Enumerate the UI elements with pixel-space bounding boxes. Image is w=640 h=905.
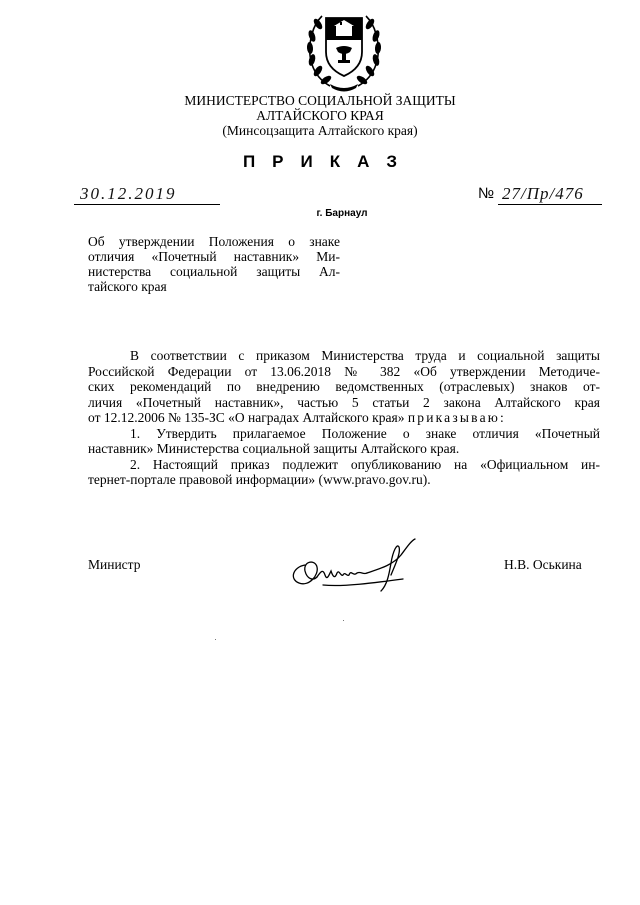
item-line: тернет-портале правовой информации» (www.pravo.gov.ru). [88, 472, 431, 487]
subject-line: отличия «Почетный наставник» Ми- [88, 249, 340, 264]
scan-speck [343, 620, 344, 621]
body-line: В соответствии с приказом Министерства труда и социальной защиты [130, 348, 600, 363]
ministry-name-line2: АЛТАЙСКОГО КРАЯ [256, 108, 384, 123]
signer-position: Министр [88, 557, 141, 572]
scan-speck [215, 639, 216, 640]
document-city: г. Барнаул [316, 208, 368, 219]
orders-word: приказываю: [407, 410, 507, 425]
signature-icon [283, 535, 433, 597]
ministry-short-name: (Минсоцзащита Алтайского края) [222, 123, 418, 138]
number-underline [498, 204, 602, 205]
document-subject [88, 234, 340, 294]
ministry-header [0, 93, 640, 138]
document-date: 30.12.2019 [80, 184, 177, 203]
ministry-name-line1: МИНИСТЕРСТВО СОЦИАЛЬНОЙ ЗАЩИТЫ [184, 93, 456, 108]
subject-line: нистерства социальной защиты Ал- [88, 264, 340, 279]
document-title: ПРИКАЗ [242, 152, 415, 171]
document-number: 27/Пр/476 [502, 184, 584, 203]
subject-line: тайского края [88, 279, 167, 294]
signer-name: Н.В. Оськина [504, 557, 582, 572]
body-line: личия «Почетный наставник», частью 5 статьи 2 закона Алтайского края [88, 394, 600, 410]
item-line: наставник» Министерства социальной защиты Алтайского края. [88, 441, 460, 456]
number-label: № [478, 185, 495, 202]
preamble-last-text: от 12.12.2006 № 135-ЗС «О наградах Алтайского края» [88, 410, 405, 425]
item-line: 2. Настоящий приказ подлежит опубликованию на «Официальном ин- [130, 456, 600, 472]
date-underline [74, 204, 220, 205]
coat-of-arms-icon [300, 6, 388, 92]
body-line: ских рекомендаций по внедрению ведомственных (отраслевых) знаков от- [88, 379, 600, 394]
body-line [88, 410, 600, 426]
body-line: Российской Федерации от 13.06.2018 № 382 «Об утверждении Методиче- [88, 363, 600, 379]
document-body [88, 348, 600, 488]
subject-line: Об утверждении Положения о знаке [88, 234, 340, 249]
item-line: 1. Утвердить прилагаемое Положение о знаке отличия «Почетный [130, 425, 600, 441]
